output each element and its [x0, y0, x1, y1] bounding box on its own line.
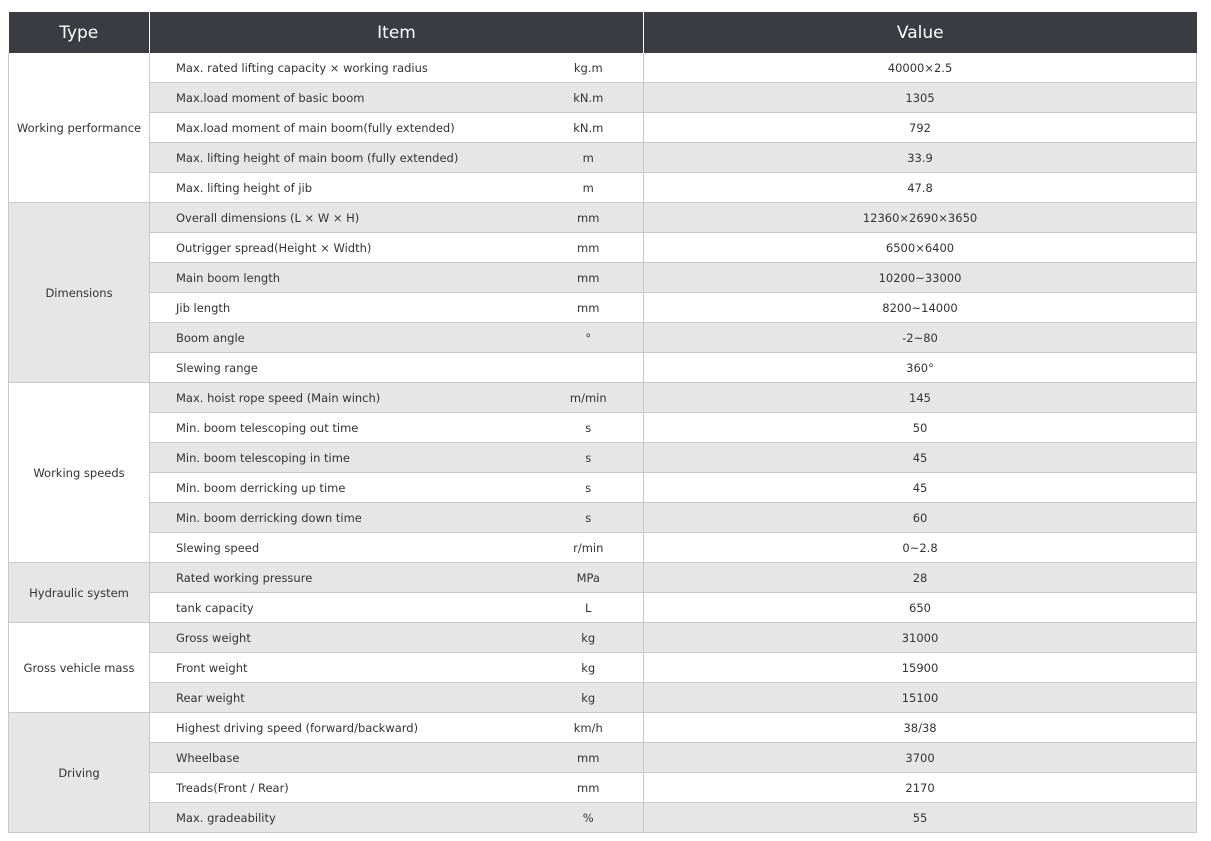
table-row: [9, 263, 1197, 293]
unit-cell: km/h: [554, 713, 644, 743]
type-cell: Hydraulic system: [9, 563, 150, 623]
header-item: Item: [150, 12, 644, 53]
unit-cell: kg.m: [554, 53, 644, 83]
unit-cell: kg: [554, 683, 644, 713]
table-row: [9, 353, 1197, 383]
value-cell: 28: [644, 563, 1197, 593]
value-cell: 31000: [644, 623, 1197, 653]
unit-cell: kN.m: [554, 113, 644, 143]
value-cell: 55: [644, 803, 1197, 833]
unit-cell: °: [554, 323, 644, 353]
item-cell: Slewing speed: [150, 533, 554, 563]
table-row: [9, 203, 1197, 233]
table-row: [9, 473, 1197, 503]
spec-table: [8, 12, 1197, 833]
unit-cell: MPa: [554, 563, 644, 593]
unit-cell: mm: [554, 773, 644, 803]
unit-cell: %: [554, 803, 644, 833]
value-cell: 45: [644, 473, 1197, 503]
value-cell: 650: [644, 593, 1197, 623]
table-row: [9, 143, 1197, 173]
type-cell: Working speeds: [9, 383, 150, 563]
value-cell: 60: [644, 503, 1197, 533]
type-cell: Dimensions: [9, 203, 150, 383]
item-cell: tank capacity: [150, 593, 554, 623]
table-row: [9, 593, 1197, 623]
item-cell: Jib length: [150, 293, 554, 323]
value-cell: 33.9: [644, 143, 1197, 173]
item-cell: Rated working pressure: [150, 563, 554, 593]
unit-cell: mm: [554, 263, 644, 293]
unit-cell: s: [554, 443, 644, 473]
value-cell: 360°: [644, 353, 1197, 383]
unit-cell: m: [554, 173, 644, 203]
unit-cell: r/min: [554, 533, 644, 563]
item-cell: Rear weight: [150, 683, 554, 713]
unit-cell: s: [554, 473, 644, 503]
value-cell: 6500×6400: [644, 233, 1197, 263]
table-body: [9, 53, 1197, 833]
table-row: [9, 713, 1197, 743]
unit-cell: m/min: [554, 383, 644, 413]
unit-cell: kg: [554, 623, 644, 653]
table-row: [9, 413, 1197, 443]
value-cell: 145: [644, 383, 1197, 413]
item-cell: Main boom length: [150, 263, 554, 293]
table-row: [9, 383, 1197, 413]
unit-cell: mm: [554, 233, 644, 263]
table-row: [9, 683, 1197, 713]
value-cell: 10200~33000: [644, 263, 1197, 293]
value-cell: 40000×2.5: [644, 53, 1197, 83]
table-row: [9, 293, 1197, 323]
value-cell: 12360×2690×3650: [644, 203, 1197, 233]
unit-cell: [554, 353, 644, 383]
item-cell: Max. lifting height of jib: [150, 173, 554, 203]
type-cell: Driving: [9, 713, 150, 833]
item-cell: Gross weight: [150, 623, 554, 653]
header-row: [9, 12, 1197, 53]
item-cell: Max. rated lifting capacity × working radius: [150, 53, 554, 83]
item-cell: Max. hoist rope speed (Main winch): [150, 383, 554, 413]
type-cell: Gross vehicle mass: [9, 623, 150, 713]
item-cell: Front weight: [150, 653, 554, 683]
table-row: [9, 323, 1197, 353]
value-cell: 15100: [644, 683, 1197, 713]
unit-cell: kg: [554, 653, 644, 683]
header-value: Value: [644, 12, 1197, 53]
table-row: [9, 53, 1197, 83]
table-row: [9, 233, 1197, 263]
value-cell: -2~80: [644, 323, 1197, 353]
unit-cell: mm: [554, 743, 644, 773]
value-cell: 38/38: [644, 713, 1197, 743]
table-row: [9, 653, 1197, 683]
unit-cell: mm: [554, 203, 644, 233]
value-cell: 3700: [644, 743, 1197, 773]
value-cell: 45: [644, 443, 1197, 473]
item-cell: Min. boom derricking down time: [150, 503, 554, 533]
unit-cell: L: [554, 593, 644, 623]
item-cell: Max. gradeability: [150, 803, 554, 833]
value-cell: 15900: [644, 653, 1197, 683]
item-cell: Boom angle: [150, 323, 554, 353]
value-cell: 0~2.8: [644, 533, 1197, 563]
table-row: [9, 773, 1197, 803]
item-cell: Max. lifting height of main boom (fully extended): [150, 143, 554, 173]
table-row: [9, 503, 1197, 533]
unit-cell: mm: [554, 293, 644, 323]
table-header: [9, 12, 1197, 53]
unit-cell: m: [554, 143, 644, 173]
value-cell: 1305: [644, 83, 1197, 113]
table-row: [9, 173, 1197, 203]
unit-cell: kN.m: [554, 83, 644, 113]
value-cell: 792: [644, 113, 1197, 143]
item-cell: Outrigger spread(Height × Width): [150, 233, 554, 263]
value-cell: 8200~14000: [644, 293, 1197, 323]
item-cell: Slewing range: [150, 353, 554, 383]
unit-cell: s: [554, 413, 644, 443]
table-row: [9, 743, 1197, 773]
item-cell: Min. boom telescoping in time: [150, 443, 554, 473]
item-cell: Min. boom telescoping out time: [150, 413, 554, 443]
type-cell: Working performance: [9, 53, 150, 203]
item-cell: Wheelbase: [150, 743, 554, 773]
value-cell: 50: [644, 413, 1197, 443]
table-row: [9, 623, 1197, 653]
item-cell: Max.load moment of basic boom: [150, 83, 554, 113]
unit-cell: s: [554, 503, 644, 533]
item-cell: Highest driving speed (forward/backward): [150, 713, 554, 743]
table-row: [9, 83, 1197, 113]
table-row: [9, 563, 1197, 593]
value-cell: 2170: [644, 773, 1197, 803]
item-cell: Min. boom derricking up time: [150, 473, 554, 503]
table-row: [9, 533, 1197, 563]
table-row: [9, 443, 1197, 473]
header-type: Type: [9, 12, 150, 53]
item-cell: Treads(Front / Rear): [150, 773, 554, 803]
value-cell: 47.8: [644, 173, 1197, 203]
item-cell: Overall dimensions (L × W × H): [150, 203, 554, 233]
table-row: [9, 803, 1197, 833]
item-cell: Max.load moment of main boom(fully extended): [150, 113, 554, 143]
table-row: [9, 113, 1197, 143]
